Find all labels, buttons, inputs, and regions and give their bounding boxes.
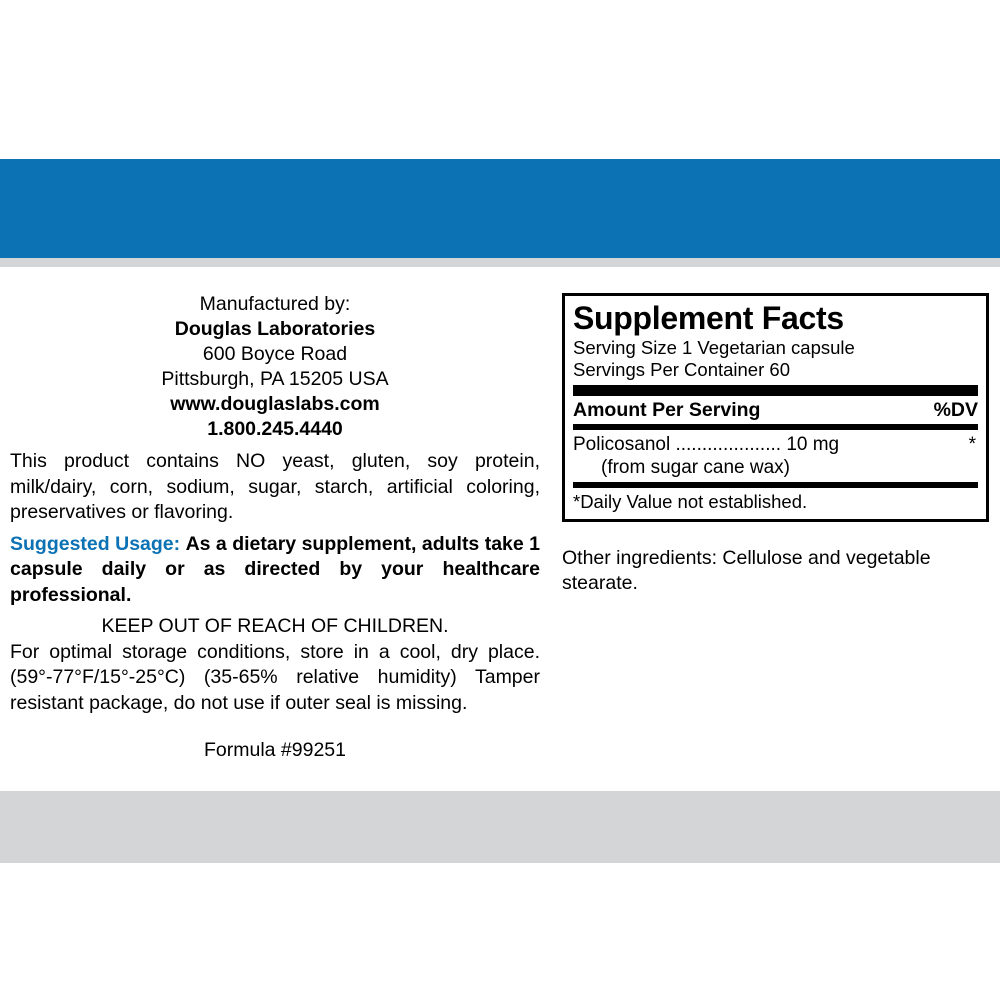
nutrient-source: (from sugar cane wax) [601,457,791,478]
nutrient-name: Policosanol .................... [573,434,782,455]
serving-size: Serving Size 1 Vegetarian capsule [573,337,855,358]
rule-above-footnote [573,482,978,488]
storage-instructions: For optimal storage conditions, store in a cool, dry place. (59°-77°F/15°-25°C) (35-65% relative humidity) Tamper resistant package, do not use if outer seal is missing. [10,640,540,714]
supplement-facts-panel [562,293,989,522]
suggested-usage-block [10,532,540,609]
table-row [573,433,978,456]
manufacturer-block [10,292,540,442]
daily-value-footnote: *Daily Value not established. [573,491,808,512]
rule-thick-top [573,385,978,396]
manufacturer-name: Douglas Laboratories [174,318,376,340]
rule-under-header [573,424,978,430]
free-from-statement: This product contains NO yeast, gluten, soy protein, milk/dairy, corn, sodium, sugar, starch, artificial coloring, preservatives or flavoring. [10,450,540,523]
formula-number: Formula #99251 [203,739,346,761]
nutrient-dv: * [968,434,976,455]
manufacturer-website: www.douglaslabs.com [170,393,380,415]
nutrient-amount: 10 mg [786,434,840,455]
suggested-usage-label: Suggested Usage: [10,532,181,555]
blue-header-band [0,159,1000,258]
gray-footer-band [0,791,1000,863]
manufacturer-city: Pittsburgh, PA 15205 USA [161,368,389,390]
manufacturer-street: 600 Boyce Road [202,343,348,365]
manufactured-by-label: Manufactured by: [199,293,351,315]
servings-per-container: Servings Per Container 60 [573,359,790,380]
keep-out-of-reach-warning: KEEP OUT OF REACH OF CHILDREN. [101,615,449,637]
amount-per-serving-label: Amount Per Serving [573,399,761,421]
suggested-usage-text: As a dietary supplement, adults take 1 capsule daily or as directed by your healthcare professional. [10,532,541,606]
supplement-facts-title: Supplement Facts [573,300,844,336]
left-text-column [10,292,540,763]
nutrient-name-amount [573,433,839,456]
amount-per-serving-header-row [573,399,978,421]
manufacturer-phone: 1.800.245.4440 [207,418,343,440]
other-ingredients: Other ingredients: Cellulose and vegetable stearate. [562,547,931,594]
daily-value-label: %DV [933,399,978,421]
gray-divider-top [0,258,1000,267]
